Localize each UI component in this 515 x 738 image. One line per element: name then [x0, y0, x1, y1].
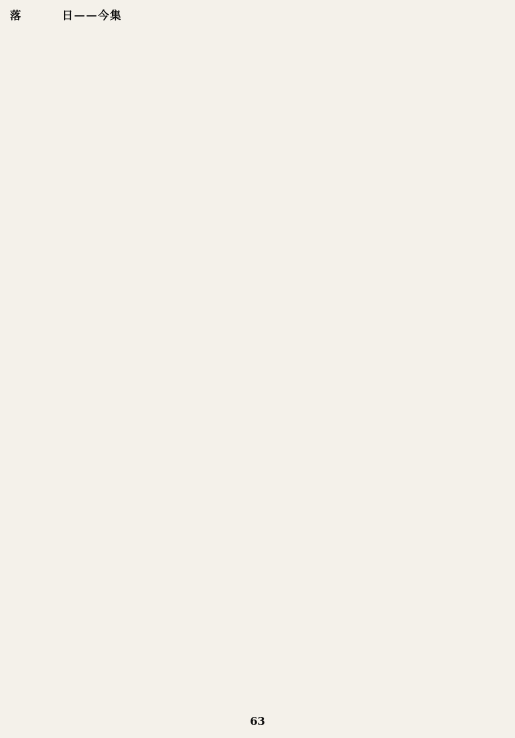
body-text-upper [16, 20, 506, 325]
page-number: 63 [249, 715, 266, 728]
running-head-section: 落 [10, 9, 22, 22]
body-text-lower [16, 340, 506, 702]
running-head-title: 日——今集 [62, 9, 122, 22]
